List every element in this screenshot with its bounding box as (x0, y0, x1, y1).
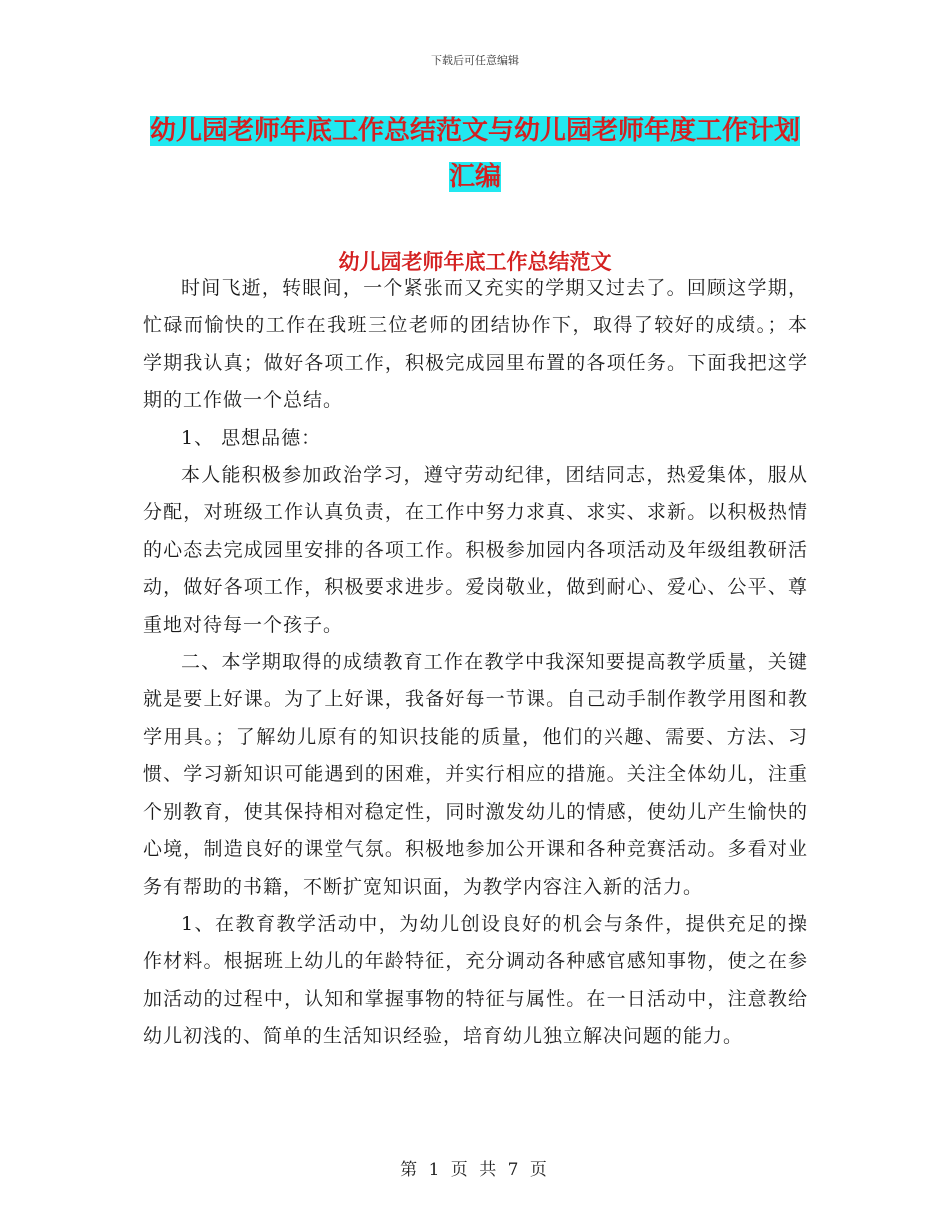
body-paragraph: 二、本学期取得的成绩教育工作在教学中我深知要提高教学质量，关键就是要上好课。为了上好课，我备好每一节课。自己动手制作教学用图和教学用具。；了解幼儿原有的知识技能的质量，他们的兴趣、需要、方法、习惯、学习新知识可能遇到的困难，并实行相应的措施。关注全体幼儿，注重个别教育，使其保持相对稳定性，同时激发幼儿的情感，使幼儿产生愉快的心境，制造良好的课堂气氛。积极地参加公开课和各种竞赛活动。多看对业务有帮助的书籍，不断扩宽知识面，为教学内容注入新的活力。 (143, 651, 808, 898)
header-note: 下载后可任意编辑 (431, 54, 519, 67)
body-paragraph: 时间飞逝，转眼间，一个紧张而又充实的学期又过去了。回顾这学期，忙碌而愉快的工作在我班三位老师的团结协作下，取得了较好的成绩。；本学期我认真；做好各项工作，积极完成园里布置的各项任务。下面我把这学期的工作做一个总结。 (143, 277, 808, 412)
page-footer: 第 1 页 共 7 页 (400, 1160, 550, 1180)
document-title-text: 幼儿园老师年底工作总结范文与幼儿园老师年度工作计划汇编 (149, 116, 800, 192)
section-title: 幼儿园老师年底工作总结范文 (338, 250, 612, 274)
document-title (145, 108, 805, 200)
document-body (143, 270, 808, 1056)
body-paragraph: 1、 思想品德： (181, 426, 322, 449)
body-paragraph: 本人能积极参加政治学习，遵守劳动纪律，团结同志，热爱集体，服从分配，对班级工作认真负责，在工作中努力求真、求实、求新。以积极热情的心态去完成园里安排的各项工作。积极参加园内各项活动及年级组教研活动，做好各项工作，积极要求进步。爱岗敬业，做到耐心、爱心、公平、尊重地对待每一个孩子。 (143, 464, 808, 636)
body-paragraph: 1、在教育教学活动中，为幼儿创设良好的机会与条件，提供充足的操作材料。根据班上幼儿的年龄特征，充分调动各种感官感知事物，使之在参加活动的过程中，认知和掌握事物的特征与属性。在一日活动中，注意教给幼儿初浅的、简单的生活知识经验，培育幼儿独立解决问题的能力。 (143, 912, 808, 1048)
